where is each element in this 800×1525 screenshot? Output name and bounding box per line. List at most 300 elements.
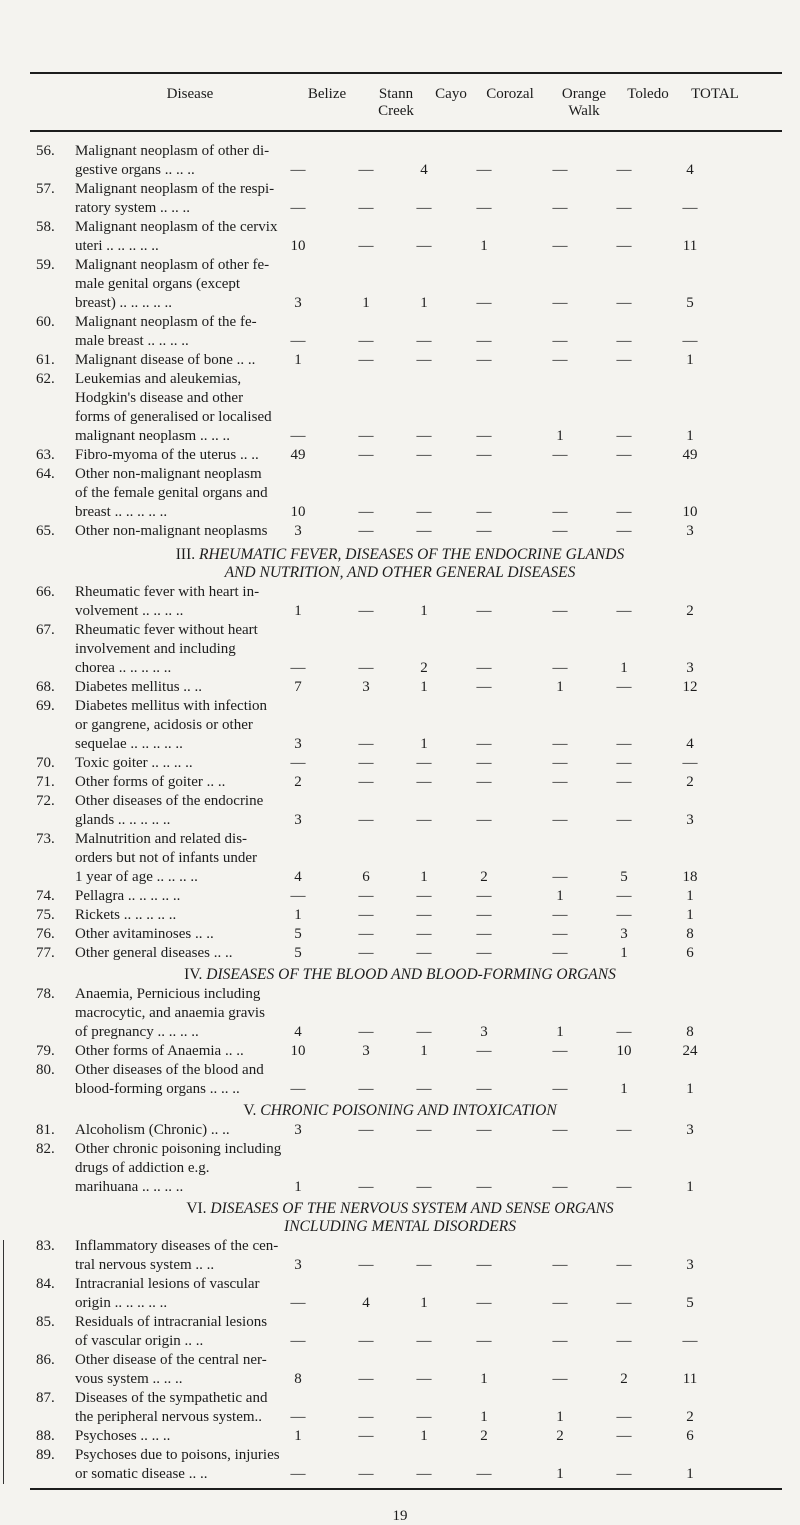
disease-label-line: Other general diseases .. .. <box>75 945 233 961</box>
table-cell: — <box>416 1371 432 1387</box>
disease-label-line: blood-forming organs .. .. .. <box>75 1081 240 1097</box>
section-iii-numeral: III. <box>175 546 196 563</box>
table-cell: 2 <box>556 1428 564 1444</box>
table-cell: — <box>476 447 492 463</box>
disease-label-line: breast) .. .. .. .. .. <box>75 295 173 311</box>
table-cell: — <box>476 1257 492 1273</box>
table-cell: — <box>358 333 374 349</box>
table-cell: 3 <box>480 1024 488 1040</box>
table-cell: 1 <box>420 295 428 311</box>
table-cell: 3 <box>294 736 302 752</box>
table-cell: — <box>552 1371 568 1387</box>
table-cell: 7 <box>294 679 302 695</box>
col-header-disease: Disease <box>166 86 214 102</box>
col-header-creek: Creek <box>378 103 414 119</box>
disease-label-line: Malignant neoplasm of other fe- <box>75 257 270 273</box>
table-cell: — <box>476 679 492 695</box>
disease-label-line: Other diseases of the endocrine <box>75 793 264 809</box>
table-cell: — <box>358 907 374 923</box>
table-cell: — <box>476 523 492 539</box>
disease-label-line: Diseases of the sympathetic and <box>75 1390 268 1406</box>
row-number: 66. <box>36 584 55 600</box>
disease-label-line: malignant neoplasm .. .. .. <box>75 428 230 444</box>
table-cell: 8 <box>686 1024 694 1040</box>
disease-label-line: Rheumatic fever with heart in- <box>75 584 260 600</box>
table-cell: — <box>290 1409 306 1425</box>
disease-label-line: of pregnancy .. .. .. .. <box>75 1024 199 1040</box>
table-cell: — <box>416 774 432 790</box>
table-cell: — <box>416 1409 432 1425</box>
table-cell: — <box>476 1043 492 1059</box>
table-cell: — <box>416 447 432 463</box>
table-cell: 3 <box>294 1122 302 1138</box>
table-cell: 5 <box>294 926 302 942</box>
table-cell: — <box>358 736 374 752</box>
table-cell: — <box>616 352 632 368</box>
table-cell: 18 <box>682 869 698 885</box>
table-cell: — <box>416 1257 432 1273</box>
table-cell: — <box>358 428 374 444</box>
table-cell: 3 <box>294 812 302 828</box>
disease-label-line: Pellagra .. .. .. .. .. <box>75 888 181 904</box>
table-cell: — <box>358 755 374 771</box>
row-number: 75. <box>36 907 55 923</box>
table-cell: 2 <box>480 1428 488 1444</box>
table-cell: 1 <box>620 945 628 961</box>
table-cell: — <box>616 603 632 619</box>
table-cell: 12 <box>682 679 698 695</box>
disease-label-line: Fibro-myoma of the uterus .. .. <box>75 447 259 463</box>
table-cell: — <box>682 1333 698 1349</box>
row-number: 78. <box>36 986 55 1002</box>
table-cell: — <box>616 1428 632 1444</box>
table-cell: — <box>476 1295 492 1311</box>
table-cell: 4 <box>686 162 694 178</box>
disease-label-line: Other disease of the central ner- <box>75 1352 267 1368</box>
table-cell: 4 <box>294 1024 302 1040</box>
table-cell: 1 <box>294 907 302 923</box>
table-cell: — <box>552 1043 568 1059</box>
table-cell: 1 <box>362 295 370 311</box>
table-cell: 3 <box>686 660 694 676</box>
disease-label-line: involvement and including <box>75 641 236 657</box>
table-cell: 10 <box>290 504 306 520</box>
table-cell: 3 <box>362 1043 370 1059</box>
table-cell: — <box>552 447 568 463</box>
table-cell: — <box>476 945 492 961</box>
table-cell: — <box>616 888 632 904</box>
table-cell: — <box>290 888 306 904</box>
row-number: 63. <box>36 447 55 463</box>
table-cell: — <box>616 428 632 444</box>
row-number: 83. <box>36 1238 55 1254</box>
table-cell: — <box>416 926 432 942</box>
disease-label-line: or gangrene, acidosis or other <box>75 717 253 733</box>
row-number: 81. <box>36 1122 55 1138</box>
table-cell: — <box>552 1257 568 1273</box>
table-cell: — <box>476 352 492 368</box>
header-rule <box>30 130 782 132</box>
bottom-rule <box>30 1488 782 1490</box>
table-cell: — <box>358 1428 374 1444</box>
table-cell: 1 <box>686 1466 694 1482</box>
table-cell: — <box>616 1295 632 1311</box>
col-header-toledo: Toledo <box>627 86 669 102</box>
table-cell: — <box>290 162 306 178</box>
table-cell: — <box>416 1081 432 1097</box>
table-cell: — <box>290 1466 306 1482</box>
row-number: 87. <box>36 1390 55 1406</box>
table-cell: — <box>552 1122 568 1138</box>
section-v-heading <box>0 1102 800 1120</box>
disease-label-line: Other forms of goiter .. .. <box>75 774 226 790</box>
table-cell: — <box>616 679 632 695</box>
table-cell: — <box>616 1179 632 1195</box>
disease-label-line: ratory system .. .. .. <box>75 200 190 216</box>
table-cell: 5 <box>686 1295 694 1311</box>
table-cell: — <box>358 504 374 520</box>
table-cell: — <box>476 1081 492 1097</box>
table-cell: — <box>476 200 492 216</box>
table-cell: — <box>552 352 568 368</box>
table-cell: — <box>290 1081 306 1097</box>
section-v-line1: CHRONIC POISONING AND INTOXICATION <box>260 1102 557 1119</box>
section-vi-line1: DISEASES OF THE NERVOUS SYSTEM AND SENSE ORGANS <box>210 1200 614 1217</box>
section-iii-heading <box>0 546 800 564</box>
table-cell: — <box>416 200 432 216</box>
table-cell: — <box>358 1081 374 1097</box>
table-cell: — <box>552 774 568 790</box>
disease-label-line: Diabetes mellitus .. .. <box>75 679 203 695</box>
row-number: 71. <box>36 774 55 790</box>
row-number: 69. <box>36 698 55 714</box>
table-cell: — <box>616 774 632 790</box>
table-cell: — <box>416 1179 432 1195</box>
disease-label-line: orders but not of infants under <box>75 850 258 866</box>
table-cell: — <box>616 162 632 178</box>
table-cell: — <box>552 238 568 254</box>
disease-label-line: drugs of addiction e.g. <box>75 1160 210 1176</box>
table-cell: — <box>476 1333 492 1349</box>
row-number: 67. <box>36 622 55 638</box>
table-cell: 3 <box>686 812 694 828</box>
table-cell: 1 <box>686 1179 694 1195</box>
table-cell: 5 <box>294 945 302 961</box>
table-cell: 10 <box>290 1043 306 1059</box>
table-cell: 3 <box>620 926 628 942</box>
disease-label-line: of vascular origin .. .. <box>75 1333 204 1349</box>
table-cell: 3 <box>362 679 370 695</box>
disease-label-line: Diabetes mellitus with infection <box>75 698 268 714</box>
table-cell: — <box>476 926 492 942</box>
table-cell: 1 <box>686 907 694 923</box>
disease-label-line: origin .. .. .. .. .. <box>75 1295 168 1311</box>
table-cell: — <box>416 428 432 444</box>
table-cell: — <box>476 660 492 676</box>
table-cell: — <box>290 428 306 444</box>
disease-label-line: glands .. .. .. .. .. <box>75 812 171 828</box>
table-cell: — <box>552 812 568 828</box>
table-cell: 6 <box>686 1428 694 1444</box>
section-iii-heading-line2: AND NUTRITION, AND OTHER GENERAL DISEASES <box>224 564 576 581</box>
table-cell: — <box>476 333 492 349</box>
row-number: 76. <box>36 926 55 942</box>
table-cell: — <box>358 523 374 539</box>
section-v-numeral: V. <box>243 1102 257 1119</box>
table-cell: — <box>358 1257 374 1273</box>
table-cell: 4 <box>362 1295 370 1311</box>
table-cell: — <box>290 333 306 349</box>
col-header-stann: Stann <box>378 86 414 102</box>
table-cell: — <box>290 1333 306 1349</box>
disease-label-line: 1 year of age .. .. .. .. <box>75 869 198 885</box>
disease-label-line: Other diseases of the blood and <box>75 1062 264 1078</box>
row-number: 58. <box>36 219 55 235</box>
table-cell: — <box>616 1333 632 1349</box>
table-cell: 5 <box>686 295 694 311</box>
table-cell: 1 <box>294 603 302 619</box>
table-cell: — <box>358 888 374 904</box>
row-number: 62. <box>36 371 55 387</box>
table-cell: — <box>416 907 432 923</box>
table-cell: 2 <box>294 774 302 790</box>
disease-label-line: uteri .. .. .. .. .. <box>75 238 159 254</box>
table-cell: — <box>358 200 374 216</box>
col-header-corozal: Corozal <box>486 86 534 102</box>
table-cell: — <box>476 504 492 520</box>
table-cell: — <box>358 660 374 676</box>
table-cell: — <box>616 523 632 539</box>
table-cell: — <box>616 755 632 771</box>
row-number: 86. <box>36 1352 55 1368</box>
table-cell: — <box>616 1024 632 1040</box>
table-cell: 2 <box>686 774 694 790</box>
disease-label-line: Rickets .. .. .. .. .. <box>75 907 177 923</box>
table-cell: — <box>358 447 374 463</box>
table-cell: — <box>476 907 492 923</box>
table-cell: — <box>552 200 568 216</box>
table-cell: — <box>358 1333 374 1349</box>
table-cell: 3 <box>294 1257 302 1273</box>
table-cell: — <box>290 660 306 676</box>
top-rule <box>30 72 782 74</box>
table-cell: — <box>358 352 374 368</box>
table-cell: — <box>416 352 432 368</box>
table-cell: 11 <box>682 1371 698 1387</box>
table-cell: 3 <box>686 523 694 539</box>
disease-label-line: chorea .. .. .. .. .. <box>75 660 172 676</box>
table-cell: 6 <box>686 945 694 961</box>
disease-label-line: Other chronic poisoning including <box>75 1141 282 1157</box>
table-cell: 1 <box>686 1081 694 1097</box>
table-cell: 3 <box>686 1122 694 1138</box>
table-cell: 1 <box>480 1371 488 1387</box>
table-cell: — <box>358 603 374 619</box>
table-cell: — <box>358 774 374 790</box>
disease-label-line: Malignant neoplasm of other di- <box>75 143 270 159</box>
table-cell: — <box>616 1122 632 1138</box>
table-cell: — <box>416 1466 432 1482</box>
margin-line <box>3 1240 4 1484</box>
table-cell: — <box>616 1257 632 1273</box>
table-cell: — <box>476 736 492 752</box>
table-cell: — <box>616 736 632 752</box>
table-cell: — <box>416 812 432 828</box>
table-cell: — <box>358 812 374 828</box>
table-cell: 2 <box>480 869 488 885</box>
row-number: 77. <box>36 945 55 961</box>
table-cell: — <box>552 1179 568 1195</box>
table-cell: 1 <box>556 428 564 444</box>
table-cell: — <box>552 603 568 619</box>
table-cell: 11 <box>682 238 698 254</box>
row-number: 88. <box>36 1428 55 1444</box>
table-cell: — <box>476 812 492 828</box>
disease-label-line: Inflammatory diseases of the cen- <box>75 1238 279 1254</box>
table-cell: — <box>616 812 632 828</box>
disease-label-line: Intracranial lesions of vascular <box>75 1276 260 1292</box>
table-cell: — <box>616 238 632 254</box>
disease-label-line: Anaemia, Pernicious including <box>75 986 261 1002</box>
table-cell: — <box>552 523 568 539</box>
table-cell: — <box>682 333 698 349</box>
table-cell: — <box>358 1024 374 1040</box>
table-cell: 5 <box>620 869 628 885</box>
disease-label-line: Malignant neoplasm of the fe- <box>75 314 257 330</box>
table-cell: — <box>290 200 306 216</box>
disease-label-line: gestive organs .. .. .. <box>75 162 195 178</box>
disease-label-line: tral nervous system .. .. <box>75 1257 215 1273</box>
table-cell: — <box>476 1466 492 1482</box>
section-vi-heading <box>0 1200 800 1218</box>
table-cell: — <box>552 755 568 771</box>
table-cell: 4 <box>686 736 694 752</box>
row-number: 56. <box>36 143 55 159</box>
row-number: 89. <box>36 1447 55 1463</box>
table-cell: 3 <box>294 523 302 539</box>
row-number: 64. <box>36 466 55 482</box>
disease-label-line: Other forms of Anaemia .. .. <box>75 1043 244 1059</box>
row-number: 72. <box>36 793 55 809</box>
section-iv-heading <box>0 966 800 984</box>
table-cell: 6 <box>362 869 370 885</box>
table-cell: — <box>416 523 432 539</box>
table-cell: — <box>358 162 374 178</box>
table-cell: — <box>552 333 568 349</box>
table-cell: — <box>416 1024 432 1040</box>
table-cell: — <box>416 504 432 520</box>
table-cell: 24 <box>682 1043 698 1059</box>
table-cell: — <box>616 1466 632 1482</box>
table-cell: — <box>476 1179 492 1195</box>
table-cell: 1 <box>556 1024 564 1040</box>
disease-label-line: Hodgkin's disease and other <box>75 390 244 406</box>
section-vi-heading-line2: INCLUDING MENTAL DISORDERS <box>284 1218 516 1235</box>
disease-label-line: the peripheral nervous system.. <box>75 1409 263 1425</box>
table-cell: — <box>416 1333 432 1349</box>
disease-label-line: volvement .. .. .. .. <box>75 603 184 619</box>
table-cell: 1 <box>686 428 694 444</box>
disease-label-line: male breast .. .. .. .. <box>75 333 189 349</box>
table-cell: — <box>358 926 374 942</box>
disease-label-line: macrocytic, and anaemia gravis <box>75 1005 265 1021</box>
disease-label-line: Toxic goiter .. .. .. .. <box>75 755 193 771</box>
disease-label-line: of the female genital organs and <box>75 485 268 501</box>
row-number: 85. <box>36 1314 55 1330</box>
table-cell: 1 <box>420 1043 428 1059</box>
row-number: 60. <box>36 314 55 330</box>
table-cell: 2 <box>620 1371 628 1387</box>
disease-label-line: breast .. .. .. .. .. <box>75 504 168 520</box>
table-cell: — <box>358 945 374 961</box>
table-cell: — <box>552 736 568 752</box>
table-cell: 1 <box>480 238 488 254</box>
table-cell: — <box>552 162 568 178</box>
table-cell: 2 <box>420 660 428 676</box>
table-cell: — <box>416 1122 432 1138</box>
table-cell: — <box>552 660 568 676</box>
table-cell: 3 <box>686 1257 694 1273</box>
disease-label-line: forms of generalised or localised <box>75 409 272 425</box>
table-cell: — <box>476 1122 492 1138</box>
table-cell: — <box>616 200 632 216</box>
table-cell: 10 <box>616 1043 632 1059</box>
table-cell: 2 <box>686 1409 694 1425</box>
table-cell: — <box>616 504 632 520</box>
table-cell: — <box>552 907 568 923</box>
table-cell: — <box>290 755 306 771</box>
table-cell: — <box>616 907 632 923</box>
table-cell: 10 <box>290 238 306 254</box>
table-cell: 8 <box>294 1371 302 1387</box>
row-number: 79. <box>36 1043 55 1059</box>
table-cell: — <box>358 1466 374 1482</box>
row-number: 65. <box>36 523 55 539</box>
disease-label-line: Malignant disease of bone .. .. <box>75 352 256 368</box>
table-cell: — <box>552 926 568 942</box>
disease-label-line: male genital organs (except <box>75 276 241 292</box>
col-header-orange: Orange <box>561 86 607 102</box>
col-header-total: TOTAL <box>691 86 739 102</box>
table-cell: 1 <box>420 869 428 885</box>
row-number: 61. <box>36 352 55 368</box>
table-cell: 3 <box>294 295 302 311</box>
col-header-walk: Walk <box>568 103 600 119</box>
table-cell: 1 <box>686 352 694 368</box>
row-number: 80. <box>36 1062 55 1078</box>
table-cell: — <box>616 333 632 349</box>
disease-label-line: Malnutrition and related dis- <box>75 831 248 847</box>
disease-label-line: sequelae .. .. .. .. .. <box>75 736 183 752</box>
table-cell: — <box>358 1371 374 1387</box>
table-cell: — <box>416 238 432 254</box>
table-cell: — <box>552 504 568 520</box>
table-cell: — <box>358 1409 374 1425</box>
table-cell: — <box>616 447 632 463</box>
table-cell: — <box>476 888 492 904</box>
table-cell: 1 <box>556 679 564 695</box>
table-cell: 1 <box>420 1295 428 1311</box>
table-cell: — <box>682 200 698 216</box>
section-iii-line1: RHEUMATIC FEVER, DISEASES OF THE ENDOCRINE GLANDS <box>199 546 625 563</box>
table-cell: — <box>476 162 492 178</box>
table-cell: 1 <box>294 1179 302 1195</box>
disease-label-line: vous system .. .. .. <box>75 1371 183 1387</box>
table-cell: 4 <box>294 869 302 885</box>
table-cell: — <box>416 888 432 904</box>
table-cell: — <box>476 755 492 771</box>
disease-label-line: Other non-malignant neoplasm <box>75 466 262 482</box>
